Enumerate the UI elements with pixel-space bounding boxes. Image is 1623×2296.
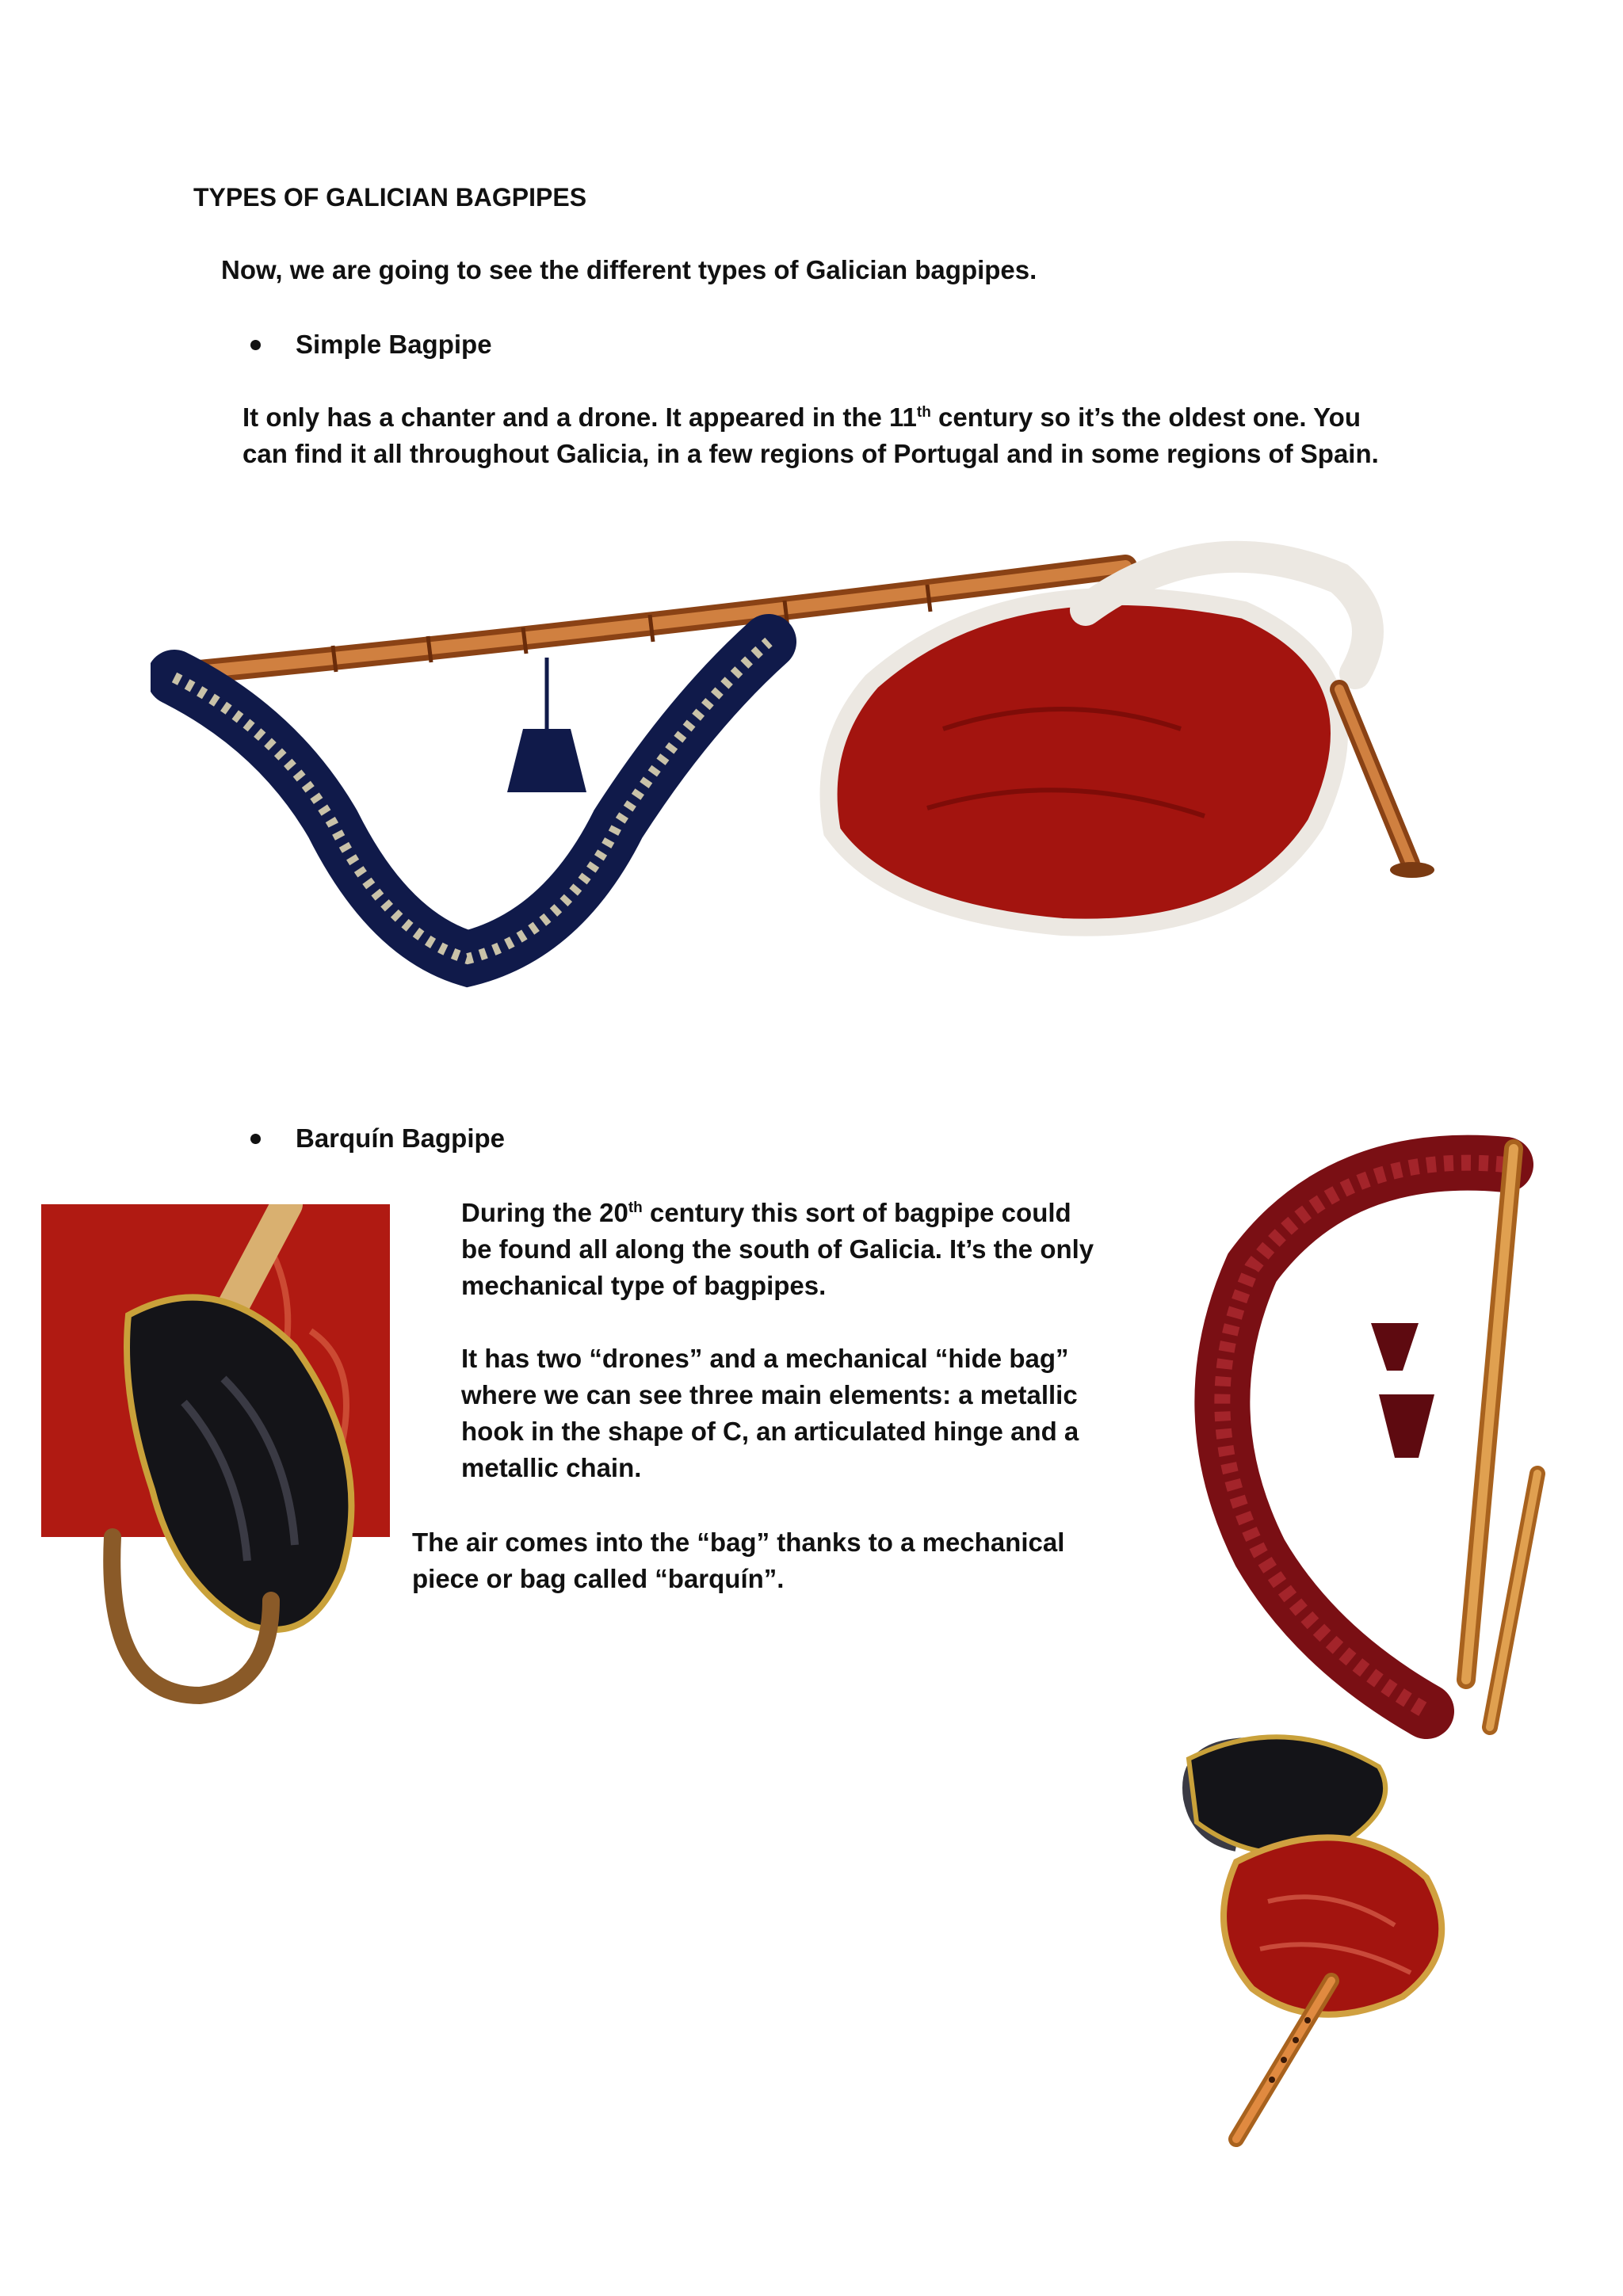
barquin-desc-line-1 — [461, 1195, 1071, 1231]
barquin-desc-line-9: piece or bag called “barquín”. — [412, 1564, 785, 1593]
barquin-desc-part: century this sort of bagpipe could — [642, 1198, 1071, 1227]
simple-desc-part: It only has a chanter and a drone. It appeared in the 11 — [242, 402, 917, 432]
barquin-desc-line-8: The air comes into the “bag” thanks to a mechanical — [412, 1527, 1065, 1557]
barquin-desc-part: During the 20 — [461, 1198, 628, 1227]
simple-bagpipe-photo — [151, 491, 1490, 1006]
simple-desc-part: century so it’s the oldest one. You — [930, 402, 1361, 432]
barquin-bagpipe-label: Barquín Bagpipe — [296, 1123, 506, 1153]
barquin-desc-line-2: be found all along the south of Galicia. It’s the only — [461, 1234, 1094, 1264]
barquin-bagpipe-photo — [1141, 1109, 1553, 2163]
list-item-barquin — [250, 1120, 505, 1157]
barquin-closeup-photo — [41, 1204, 390, 1727]
simple-bagpipe-label: Simple Bagpipe — [296, 330, 492, 359]
simple-desc-line-2: can find it all throughout Galicia, in a few regions of Portugal and in some regions of Spain. — [242, 439, 1379, 468]
list-item-simple — [250, 326, 492, 363]
barquin-desc-line-7: metallic chain. — [461, 1453, 642, 1482]
page-title: TYPES OF GALICIAN BAGPIPES — [193, 183, 587, 212]
barquin-desc-line-6: hook in the shape of C, an articulated hinge and a — [461, 1417, 1079, 1446]
barquin-desc-sup: th — [628, 1199, 643, 1216]
simple-desc-line-1 — [242, 399, 1361, 436]
bullet-icon — [250, 340, 261, 350]
barquin-desc-line-3: mechanical type of bagpipes. — [461, 1271, 827, 1300]
intro-text: Now, we are going to see the different types of Galician bagpipes. — [221, 255, 1037, 284]
simple-desc-sup: th — [916, 404, 931, 421]
bullet-icon — [250, 1134, 261, 1144]
barquin-desc-line-4: It has two “drones” and a mechanical “hide bag” — [461, 1344, 1069, 1373]
barquin-desc-line-5: where we can see three main elements: a metallic — [461, 1380, 1078, 1409]
